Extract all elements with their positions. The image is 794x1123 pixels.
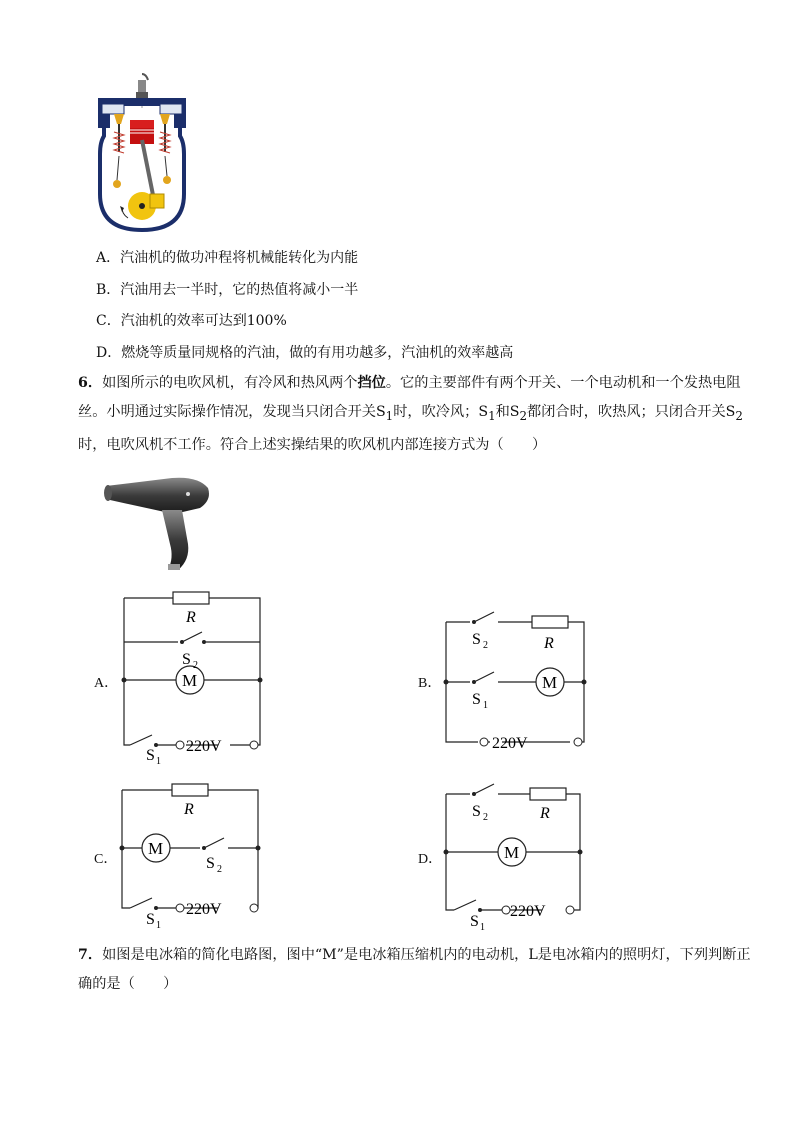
q6-option-a-label[interactable]: A． [94, 676, 119, 691]
supply-label: 220V [186, 738, 222, 755]
supply-label: 220V [510, 903, 546, 920]
switch-s1-label: S [470, 913, 479, 930]
motor-label: M [182, 671, 198, 690]
svg-text:2: 2 [483, 640, 488, 651]
q5-option-d[interactable]: D．燃烧等质量同规格的汽油，做的有用功越多，汽油机的效率越高 [96, 345, 514, 361]
resistor-r [173, 592, 209, 604]
svg-text:1: 1 [156, 920, 161, 931]
circuit-d [440, 772, 590, 952]
q5-option-b[interactable]: B．汽油用去一半时，它的热值将减小一半 [96, 282, 359, 298]
hair-dryer-image [102, 474, 214, 572]
circuit-b [440, 576, 590, 756]
svg-text:1: 1 [156, 756, 161, 767]
resistor-r [172, 784, 208, 796]
resistor-label: R [186, 609, 196, 626]
svg-text:2: 2 [217, 864, 222, 875]
svg-text:1: 1 [483, 700, 488, 711]
svg-text:1: 1 [480, 922, 485, 933]
circuit-a [116, 588, 266, 768]
motor-label: M [504, 843, 520, 862]
motor-label: M [542, 673, 558, 692]
gasoline-engine-illustration [92, 72, 192, 234]
circuit-c [116, 780, 266, 960]
resistor-label: R [544, 635, 554, 652]
switch-s1-label: S [146, 911, 155, 928]
q6-stem: 6．如图所示的电吹风机，有冷风和热风两个挡位。它的主要部件有两个开关、一个电动机和一个发热电阻丝。小明通过实际操作情况，发现当只闭合开关$S_1$时，吹冷风；$S_1$和$S_2$都闭合时，吹热风；只闭合开关$S_2$时，电吹风机不工作。符合上述实操结果的吹风机内部连接方式为（ ） [78, 375, 743, 453]
q6-option-b-label[interactable]: B． [418, 676, 442, 691]
switch-s2-label: S [472, 803, 481, 820]
switch-s1-label: S [472, 691, 481, 708]
svg-text:2: 2 [193, 660, 198, 671]
switch-s2-label: S [206, 855, 215, 872]
q5-option-c[interactable]: C．汽油机的效率可达到100% [96, 313, 287, 329]
q5-option-a[interactable]: A．汽油机的做功冲程将机械能转化为内能 [96, 250, 359, 266]
q7-stem: 7．如图是电冰箱的简化电路图，图中“M”是电冰箱压缩机内的电动机，L是电冰箱内的照明灯，下列判断正确的是（ ） [78, 947, 751, 992]
resistor-r [532, 616, 568, 628]
supply-label: 220V [186, 901, 222, 918]
resistor-label: R [184, 801, 194, 818]
resistor-r [530, 788, 566, 800]
q6-option-d-label[interactable]: D． [418, 852, 443, 867]
switch-s2-label: S [182, 651, 191, 668]
svg-text:2: 2 [483, 812, 488, 823]
motor-label: M [148, 839, 164, 858]
switch-s2-label: S [472, 631, 481, 648]
supply-label: 220V [492, 735, 528, 752]
switch-s1-label: S [146, 747, 155, 764]
q6-option-c-label[interactable]: C． [94, 852, 118, 867]
resistor-label: R [540, 805, 550, 822]
